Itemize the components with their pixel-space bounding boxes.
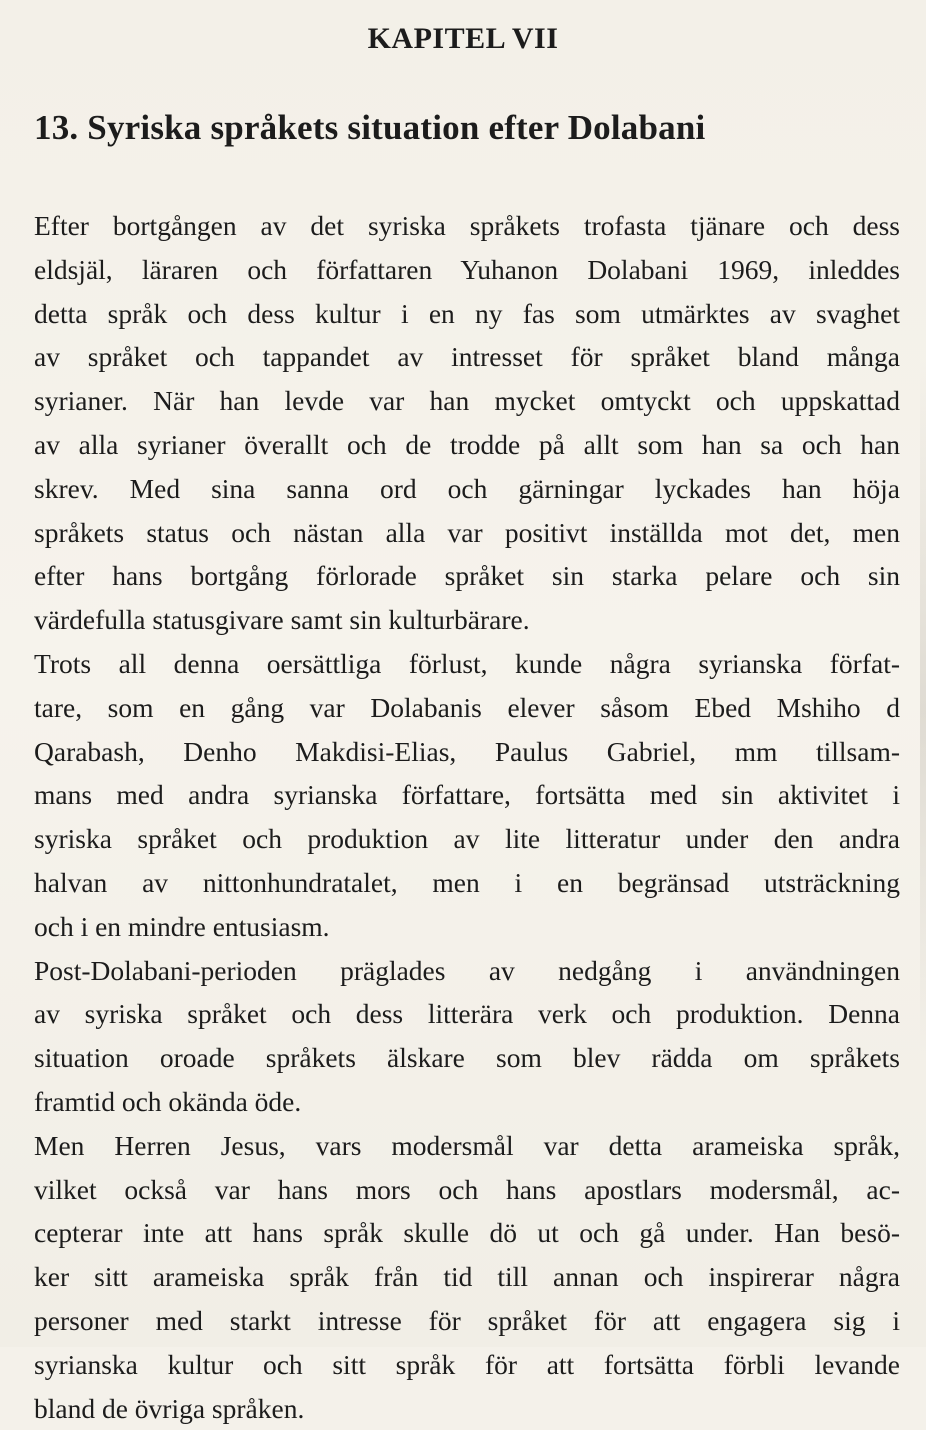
- text-line: vilket också var hans mors och hans apostlars modersmål, ac-: [34, 1173, 900, 1205]
- paragraph-end-line: värdefulla statusgivare samt sin kulturbärare.: [34, 604, 530, 636]
- page-edge-shadow: [920, 360, 926, 1060]
- text-line: detta språk och dess kultur i en ny fas som utmärktes av svaghet: [34, 297, 900, 329]
- paragraph-end-line: och i en mindre entusiasm.: [34, 910, 330, 942]
- text-line: Men Herren Jesus, vars modersmål var detta arameiska språk,: [34, 1129, 900, 1161]
- text-line: språkets status och nästan alla var positivt inställda mot det, men: [34, 516, 900, 548]
- text-line: syrianska kultur och sitt språk för att fortsätta förbli levande: [34, 1348, 900, 1380]
- text-line: ker sitt arameiska språk från tid till annan och inspirerar några: [34, 1261, 900, 1293]
- paragraph-end-line: framtid och okända öde.: [34, 1085, 302, 1117]
- body-text: [34, 204, 900, 1430]
- text-line: cepterar inte att hans språk skulle dö ut och gå under. Han besö-: [34, 1217, 900, 1249]
- text-line: eldsjäl, läraren och författaren Yuhanon Dolabani 1969, inleddes: [34, 253, 900, 285]
- text-line: tare, som en gång var Dolabanis elever såsom Ebed Mshiho d: [34, 691, 900, 723]
- text-line: personer med starkt intresse för språket för att engagera sig i: [34, 1304, 900, 1336]
- text-line: halvan av nittonhundratalet, men i en begränsad utsträckning: [34, 866, 900, 898]
- text-line: situation oroade språkets älskare som blev rädda om språkets: [34, 1042, 900, 1074]
- text-line: Post-Dolabani-perioden präglades av nedgång i användningen: [34, 954, 900, 986]
- text-line: efter hans bortgång förlorade språket sin starka pelare och sin: [34, 560, 900, 592]
- text-line: Qarabash, Denho Makdisi-Elias, Paulus Gabriel, mm tillsam-: [34, 735, 900, 767]
- text-line: Efter bortgången av det syriska språkets trofasta tjänare och dess: [34, 210, 900, 241]
- text-line: syriska språket och produktion av lite litteratur under den andra: [34, 823, 900, 855]
- text-line: syrianer. När han levde var han mycket omtyckt och uppskattad: [34, 385, 900, 417]
- text-line: av alla syrianer överallt och de trodde på allt som han sa och han: [34, 428, 900, 460]
- text-line: mans med andra syrianska författare, fortsätta med sin aktivitet i: [34, 779, 900, 811]
- text-line: Trots all denna oersättliga förlust, kunde några syrianska förfat-: [34, 647, 900, 679]
- chapter-title: KAPITEL VII: [367, 22, 559, 55]
- text-line: av syriska språket och dess litterära verk och produktion. Denna: [34, 998, 900, 1030]
- text-line: skrev. Med sina sanna ord och gärningar lyckades han höja: [34, 472, 900, 504]
- paragraph-end-line: bland de övriga språken.: [34, 1392, 305, 1424]
- text-line: av språket och tappandet av intresset för språket bland många: [34, 341, 900, 373]
- section-heading: 13. Syriska språkets situation efter Dolabani: [34, 108, 706, 147]
